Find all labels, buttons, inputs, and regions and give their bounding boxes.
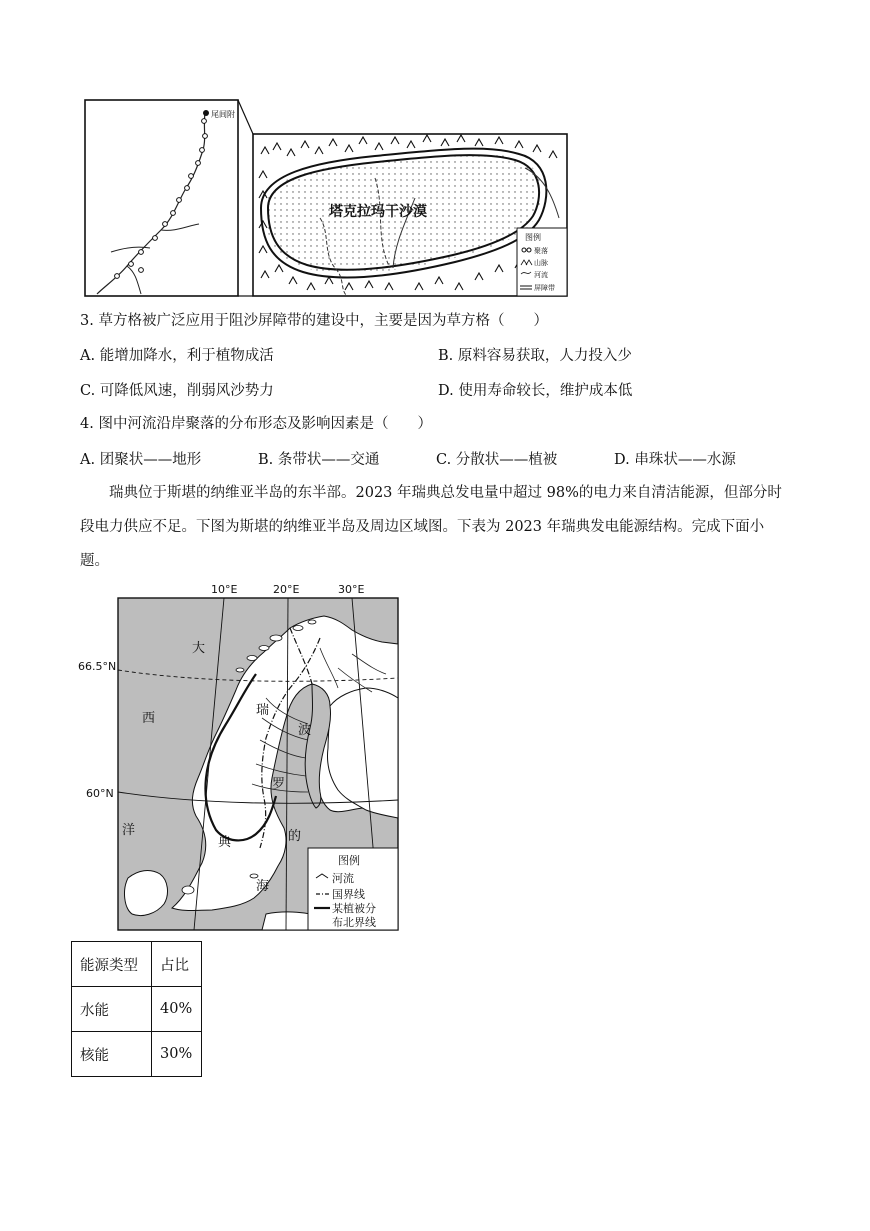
desert-label: 塔克拉玛干沙漠 [329,204,427,220]
settlement-label: 尾闾附 [211,110,235,119]
label-bo: 波 [298,723,312,738]
energy-structure-table [71,941,202,1077]
cell-share: 40% [152,987,202,1032]
q3-option-b: B. 原料容易获取，人力投入少 [438,348,632,364]
label-da: 大 [192,641,206,656]
label-de: 的 [288,829,302,844]
header-energy-type: 能源类型 [72,942,152,987]
lat-label-66n: 66.5°N [78,660,117,673]
q4-option-c: C. 分散状——植被 [436,452,558,468]
label-dian: 典 [218,835,232,850]
cell-share: 30% [152,1032,202,1077]
table-row [72,987,202,1032]
label-luo: 罗 [272,777,286,792]
q4-option-d: D. 串珠状——水源 [614,452,736,468]
legend-mountain: 山脉 [534,259,548,267]
label-xi: 西 [142,711,156,726]
scandinavia-map-legend [308,848,398,930]
label-hai: 海 [256,879,270,894]
scandinavia-map-figure [76,578,406,934]
cell-energy-type: 水能 [72,987,152,1032]
legend2-veg-line-1: 某植被分 [332,902,376,915]
legend2-title: 图例 [338,854,360,867]
intro-paragraph: 瑞典位于斯堪的纳维亚半岛的东半部。2023 年瑞典总发电量中超过 98%的电力来自清洁能源，但部分时段电力供应不足。下图为斯堪的纳维亚半岛及周边区域图。下表为 2023 年瑞典发电能源结构。完成下面小题。 [80,485,782,569]
legend-title: 图例 [525,233,541,242]
legend2-veg-line-2: 布北界线 [332,916,376,929]
terminal-settlement-dot [203,110,209,116]
q3-option-c: C. 可降低风速，削弱风沙势力 [80,383,274,399]
legend-river: 河流 [534,271,548,279]
river-inset-frame [85,100,238,296]
label-yang: 洋 [122,823,136,838]
question-4-stem: 4. 图中河流沿岸聚落的分布形态及影响因素是（ ） [80,416,432,432]
cell-energy-type: 核能 [72,1032,152,1077]
table-header-row [72,942,202,987]
q3-option-a: A. 能增加降水，利于植物成活 [80,348,274,364]
inset-river [97,113,205,294]
table-row [72,1032,202,1077]
lon-label-10e: 10°E [211,583,238,596]
legend-settlement: 聚落 [534,247,548,255]
legend2-river: 河流 [332,872,354,885]
lon-label-20e: 20°E [273,583,300,596]
header-share: 占比 [152,942,202,987]
q4-option-b: B. 条带状——交通 [258,452,380,468]
q4-option-a: A. 团聚状——地形 [80,452,202,468]
q3-option-d: D. 使用寿命较长，维护成本低 [438,383,633,399]
settlement-markers [115,119,208,279]
legend2-border: 国界线 [332,888,365,901]
label-rui: 瑞 [256,703,270,718]
question-3-stem: 3. 草方格被广泛应用于阻沙屏障带的建设中，主要是因为草方格（ ） [80,313,548,329]
lat-label-60n: 60°N [86,787,114,800]
legend-barrier: 屏障带 [534,284,555,292]
desert-map-legend [517,228,567,296]
desert-map-figure [75,58,575,303]
lon-label-30e: 30°E [338,583,365,596]
